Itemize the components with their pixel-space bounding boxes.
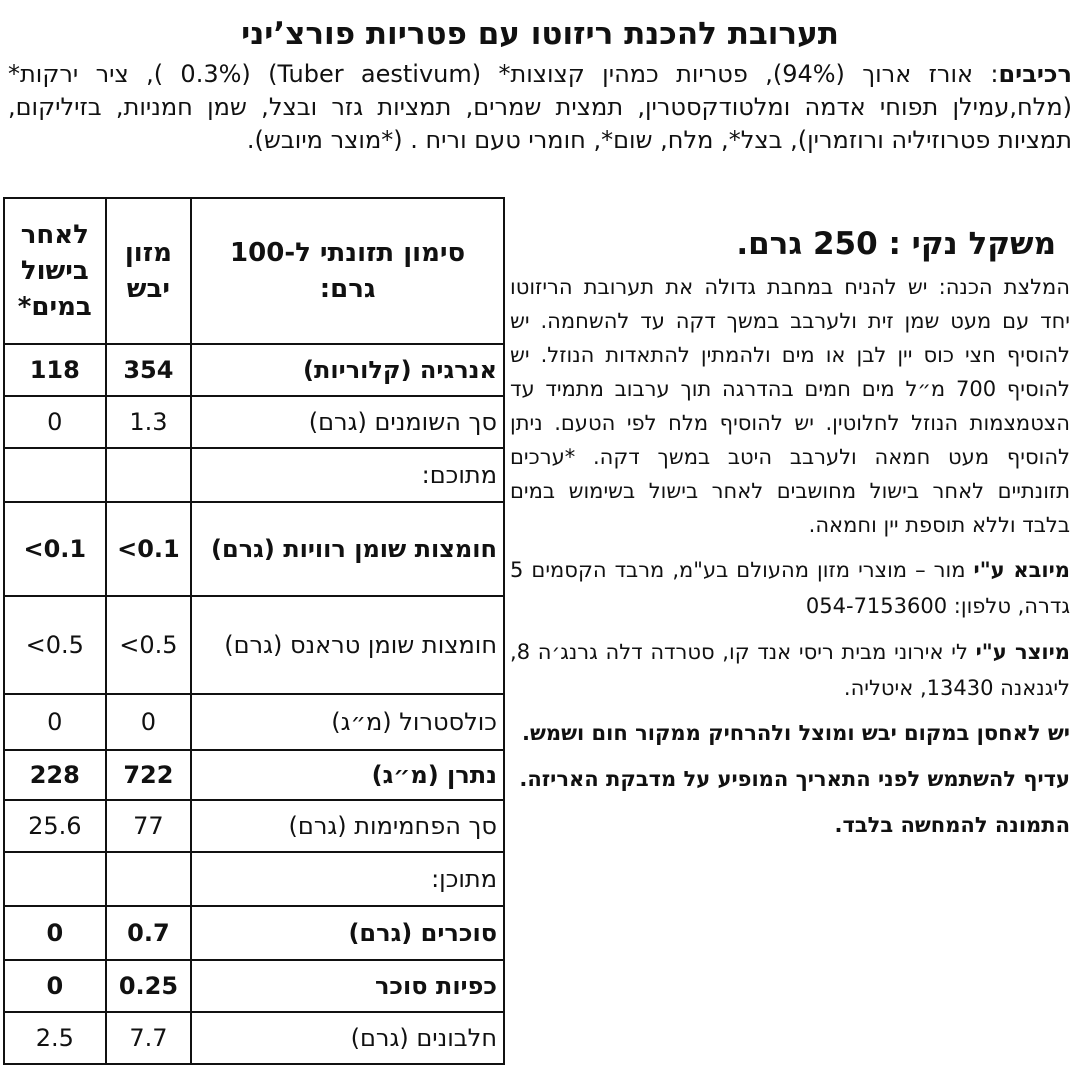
ingredients-label: רכיבים [998,60,1072,88]
row-dry: 7.7 [106,1012,192,1064]
ingredients-paragraph [8,58,1072,157]
table-row [4,448,504,502]
row-cooked: 25.6 [4,800,106,852]
row-dry: 0.1> [106,502,192,596]
row-cooked: 0.1> [4,502,106,596]
row-label: כפיות סוכר [191,960,504,1012]
net-weight: משקל נקי : 250 גרם. [736,226,1056,262]
row-label: נתרן (מ״ג) [191,750,504,800]
importer-text: מור – מוצרי מזון מהעולם בע"מ, מרבד הקסמים 5 גדרה, טלפון: 054-7153600 [510,558,1070,618]
product-title: תערובת להכנת ריזוטו עם פטריות פורצ’יני [241,16,839,52]
row-cooked: 2.5 [4,1012,106,1064]
row-cooked: 0 [4,694,106,750]
row-label: חלבונים (גרם) [191,1012,504,1064]
row-label: מתוכם: [191,448,504,502]
header-label: סימון תזונתי ל-100 גרם: [191,198,504,344]
table-row [4,502,504,596]
row-label: סך הפחמימות (גרם) [191,800,504,852]
table-row [4,344,504,396]
table-header-row [4,198,504,344]
ingredients-text: : אורז ארוך (94%), פטריות כמהין קצוצות* (Tuber aestivum) (0.3% ), ציר ירקות* (מלח,עמילן תפוחי אדמה ומלטודקסטרין, תמצית שמרים, תמציות גזר ובצל, שמן חמניות, בזיליקום, תמציות פטרוזיליה ורוזמרין), בצל*, מלח, שום*, חומרי טעם וריח . (*מוצר מיובש). [8,60,1072,154]
manufacturer-info [510,634,1070,706]
row-dry: 0.25 [106,960,192,1012]
expiry-note: עדיף להשתמש לפני התאריך המופיע על מדבקת האריזה. [519,767,1070,791]
table-row [4,800,504,852]
preparation-instructions: המלצת הכנה: יש להניח במחבת גדולה את תערובת הריזוטו יחד עם מעט שמן זית ולערבב במשך דקה עד להשחמה. יש להוסיף חצי כוס יין לבן או מים ולהמתין להתאדות הנוזל. יש להוסיף 700 מ״ל מים חמים בהדרגה תוך ערבוב מתמיד עד הצטמצמות הנוזל לחלוטין. יש להוסיף מלח לפי הטעם. ניתן להוסיף מעט חמאה ולערבב היטב במשך דקה. *ערכים תזונתיים לאחר בישול מחושבים לאחר בישול בשימוש במים בלבד וללא תוספת יין וחמאה. [510,275,1070,537]
manufacturer-text: לי אירוני מבית ריסי אנד קו, סטרדה דלה גרנג׳ה 8, ליגנאנה 13430, איטליה. [510,640,1070,700]
row-dry: 1.3 [106,396,192,448]
row-dry: 77 [106,800,192,852]
importer-label: מיובא ע"י [973,558,1071,582]
table-row [4,694,504,750]
manufacturer-label: מיוצר ע"י [975,640,1070,664]
row-cooked [4,448,106,502]
row-label: חומצות שומן טראנס (גרם) [191,596,504,694]
row-dry: 354 [106,344,192,396]
illustration-note: התמונה להמחשה בלבד. [834,813,1070,837]
row-label: סוכרים (גרם) [191,906,504,960]
table-row [4,960,504,1012]
row-cooked: 0 [4,396,106,448]
row-dry [106,448,192,502]
row-dry: 0.7 [106,906,192,960]
header-cooked: לאחר בישול במים* [4,198,106,344]
row-label: אנרגיה (קלוריות) [191,344,504,396]
importer-info [510,552,1070,624]
storage-note: יש לאחסן במקום יבש ומוצל ולהרחיק ממקור חום ושמש. [522,721,1070,745]
header-dry: מזון יבש [106,198,192,344]
table-row [4,1012,504,1064]
table-row [4,396,504,448]
table-row [4,906,504,960]
row-dry: 722 [106,750,192,800]
row-label: מתוכן: [191,852,504,906]
row-cooked: 0.5> [4,596,106,694]
row-label: חומצות שומן רוויות (גרם) [191,502,504,596]
row-dry [106,852,192,906]
nutrition-table [3,197,505,1065]
table-row [4,596,504,694]
row-cooked: 118 [4,344,106,396]
row-dry: 0 [106,694,192,750]
info-column [510,222,1070,844]
row-cooked: 0 [4,906,106,960]
row-cooked [4,852,106,906]
row-cooked: 0 [4,960,106,1012]
row-label: כולסטרול (מ״ג) [191,694,504,750]
row-dry: 0.5> [106,596,192,694]
table-row [4,852,504,906]
row-cooked: 228 [4,750,106,800]
row-label: סך השומנים (גרם) [191,396,504,448]
table-row [4,750,504,800]
